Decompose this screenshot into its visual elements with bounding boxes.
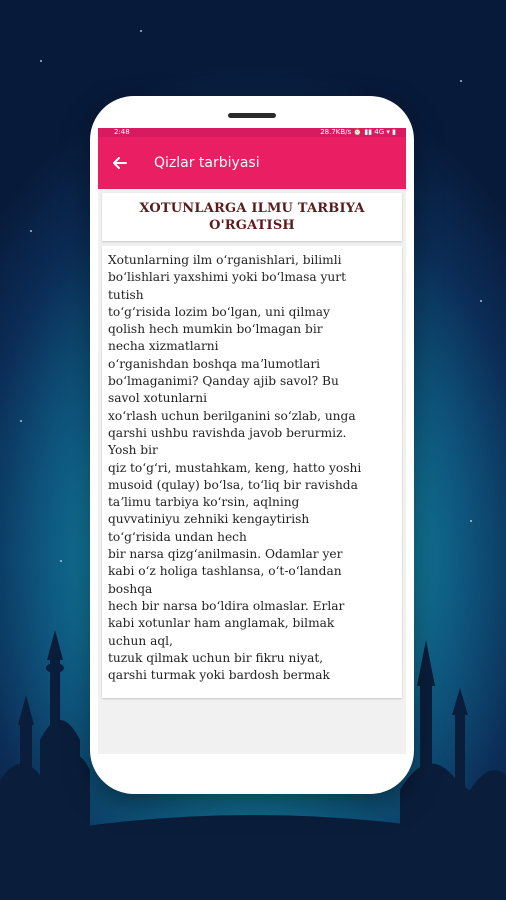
phone-chin <box>90 754 414 794</box>
app-title: Qizlar tarbiyasi <box>154 155 260 171</box>
star <box>480 300 482 302</box>
article-title-line: O'RGATISH <box>209 218 295 233</box>
article-line: boʻlishlari yaxshimi yoki boʻlmasa yurt <box>108 270 346 285</box>
article-line: uchun aql, <box>108 633 173 648</box>
status-time: 2:48 <box>114 128 130 136</box>
star <box>460 80 462 82</box>
content-area <box>98 189 406 754</box>
article-body-card[interactable] <box>102 246 402 698</box>
article-line: Xotunlarning ilm oʻrganishlari, bilimli <box>108 253 342 267</box>
article-line: boʻlmaganimi? Qanday ajib savol? Bu <box>108 374 339 389</box>
article-line: hech bir narsa boʻldira olmaslar. Erlar <box>108 598 345 613</box>
star <box>140 30 142 32</box>
arrow-left-icon <box>113 157 127 169</box>
article-line: musoid (qulay) boʻlsa, toʻliq bir ravishda <box>108 477 358 492</box>
article-line: qarshi turmak yoki bardosh bermak <box>108 668 330 683</box>
article-line: toʻgʻrisida undan hech <box>108 529 247 544</box>
article-line: qolish hech mumkin boʻlmagan bir <box>108 322 323 337</box>
app-screen <box>98 128 406 754</box>
article-line: kabi xotunlar ham anglamak, bilmak <box>108 616 335 631</box>
article-title <box>139 200 364 234</box>
article-line: bir narsa qizgʻanilmasin. Odamlar yer <box>108 547 343 562</box>
star <box>470 520 472 522</box>
article-line: taʼlimu tarbiya koʻrsin, aqlning <box>108 495 300 510</box>
back-button[interactable] <box>98 137 142 189</box>
article-line: tutish <box>108 287 144 302</box>
article-line: qiz toʻgʻri, mustahkam, keng, hatto yoshi <box>108 460 362 475</box>
status-indicators: 28.7KB/s ⏰ ▮▮ 4G ▾ ▮ <box>320 128 396 136</box>
phone-speaker <box>228 113 276 118</box>
app-bar <box>98 137 406 189</box>
article-line: qarshi ushbu ravishda javob berurmiz. <box>108 425 347 440</box>
status-bar <box>98 128 406 137</box>
star <box>40 60 42 62</box>
article-text <box>108 252 396 684</box>
article-line: oʻrganishdan boshqa maʼlumotlari <box>108 356 321 371</box>
article-line: necha xizmatlarni <box>108 339 219 354</box>
article-title-line: XOTUNLARGA ILMU TARBIYA <box>139 201 365 216</box>
article-line: kabi oʻz holiga tashlansa, oʻt-oʻlandan <box>108 564 342 579</box>
phone-frame <box>90 96 414 794</box>
star <box>20 420 22 422</box>
article-title-card <box>102 193 402 241</box>
article-line: tuzuk qilmak uchun bir fikru niyat, <box>108 650 324 665</box>
star <box>60 560 62 562</box>
article-line: savol xotunlarni <box>108 391 208 406</box>
article-line: xoʻrlash uchun berilganini soʻzlab, unga <box>108 408 356 423</box>
article-line: toʻgʻrisida lozim boʻlgan, uni qilmay <box>108 304 330 319</box>
article-line: quvvatiniyu zehniki kengaytirish <box>108 512 310 527</box>
star <box>30 230 32 232</box>
article-line: Yosh bir <box>108 443 158 458</box>
article-line: boshqa <box>108 581 153 596</box>
